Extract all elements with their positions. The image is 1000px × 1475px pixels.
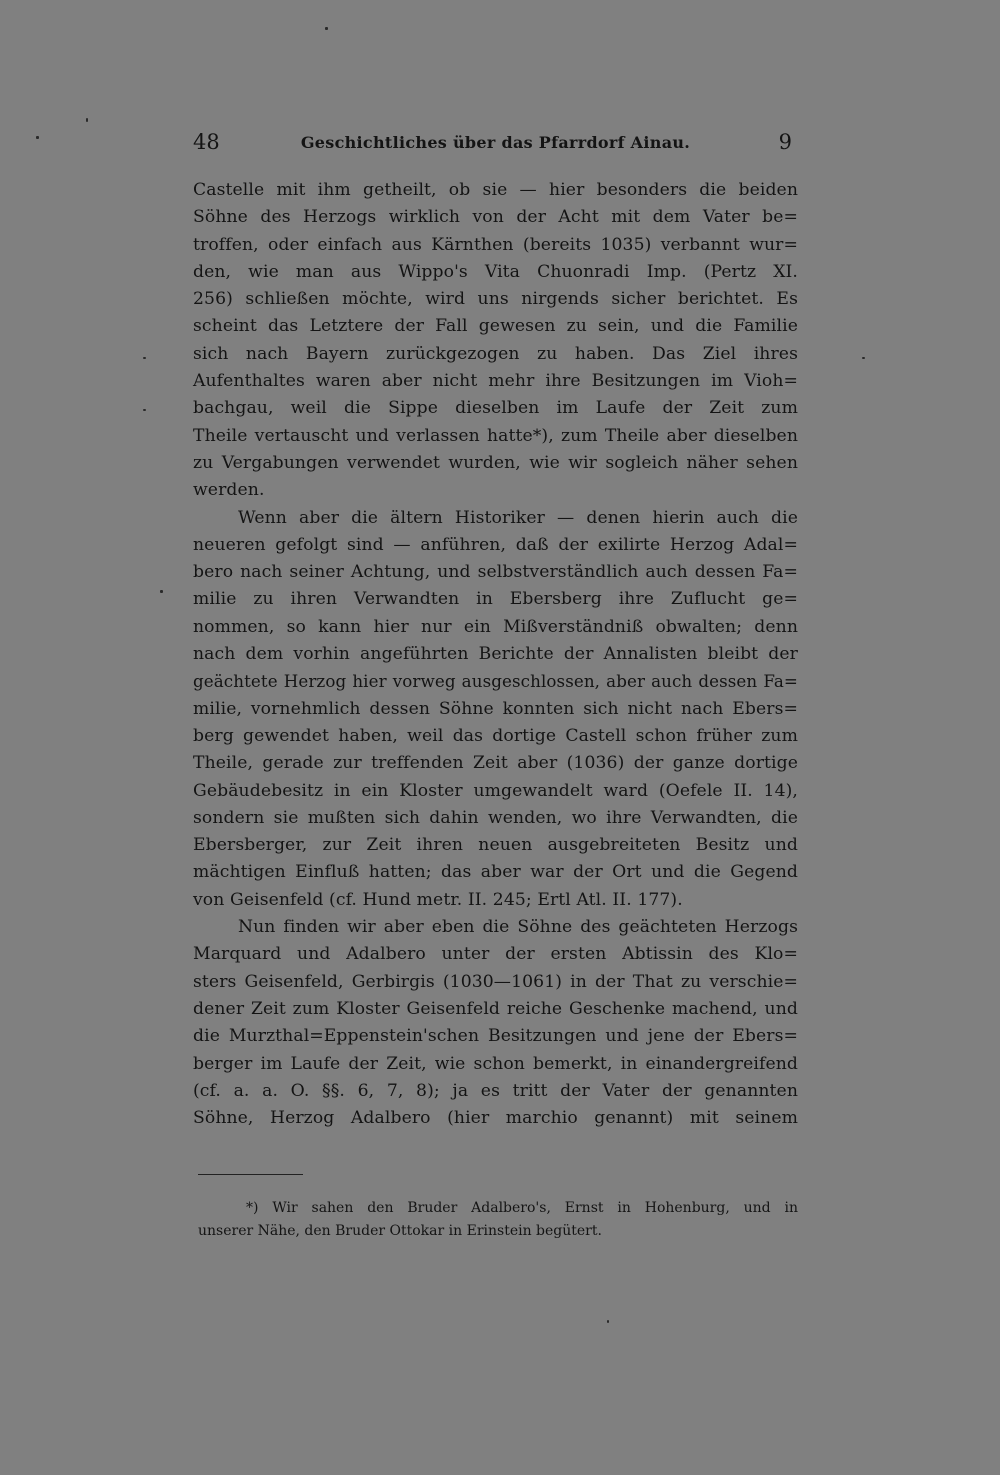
scan-speck [143,357,146,359]
text-line: nach dem vorhin angeführten Berichte der Annalisten bleibt der [193,644,798,665]
text-line: bero nach seiner Achtung, und selbstverständlich auch dessen Fa= [193,562,798,583]
text-line: bachgau, weil die Sippe dieselben im Laufe der Zeit zum [193,398,798,419]
text-line: zu Vergabungen verwendet wurden, wie wir sogleich näher sehen [193,452,798,473]
text-line: nommen, so kann hier nur ein Mißverständniß obwalten; denn [193,616,798,637]
footnote-line: *) Wir sahen den Bruder Adalbero's, Ernst in Hohenburg, und in [246,1200,798,1216]
signature-mark: 9 [778,130,792,154]
text-line: milie, vornehmlich dessen Söhne konnten sich nicht nach Ebers= [193,698,798,719]
text-line: Wenn aber die ältern Historiker — denen hierin auch die [238,507,798,528]
text-line: milie zu ihren Verwandten in Ebersberg ihre Zuflucht ge= [193,589,798,610]
text-line: Nun finden wir aber eben die Söhne des geächteten Herzogs [238,917,798,938]
text-line: sich nach Bayern zurückgezogen zu haben. Das Ziel ihres [193,343,798,364]
text-line: werden. [193,480,265,501]
scan-speck [862,357,865,359]
text-line: Marquard und Adalbero unter der ersten Abtissin des Klo= [193,944,798,965]
text-line: Söhne, Herzog Adalbero (hier marchio genannt) mit seinem [193,1108,798,1129]
footnote [198,1197,798,1243]
text-line: die Murzthal=Eppenstein'schen Besitzungen und jene der Ebers= [193,1026,798,1047]
text-line: Theile, gerade zur treffenden Zeit aber (1036) der ganze dortige [193,753,798,774]
text-line: Castelle mit ihm getheilt, ob sie — hier besonders die beiden [193,180,798,200]
scan-speck [86,118,88,122]
text-line: Ebersberger, zur Zeit ihren neuen ausgebreiteten Besitz und [193,835,798,856]
text-line: troffen, oder einfach aus Kärnthen (bereits 1035) verbannt wur= [193,234,798,255]
text-line: sters Geisenfeld, Gerbirgis (1030—1061) in der That zu verschie= [193,971,798,992]
scan-speck [325,27,328,30]
text-line: berg gewendet haben, weil das dortige Castell schon früher zum [193,725,798,746]
text-line: geächtete Herzog hier vorweg ausgeschlossen, aber auch dessen Fa= [193,671,798,692]
page-number: 48 [193,130,220,154]
text-line: Söhne des Herzogs wirklich von der Acht mit dem Vater be= [193,207,798,228]
text-line: von Geisenfeld (cf. Hund metr. II. 245; Ertl Atl. II. 177). [193,889,683,910]
text-line: 256) schließen möchte, wird uns nirgends sicher berichtet. Es [193,289,798,310]
scan-speck [607,1320,609,1323]
text-line: dener Zeit zum Kloster Geisenfeld reiche Geschenke machend, und [193,998,798,1019]
text-line: (cf. a. a. O. §§. 6, 7, 8); ja es tritt der Vater der genannten [193,1080,798,1101]
text-line: mächtigen Einfluß hatten; das aber war der Ort und die Gegend [193,862,798,883]
text-line: Theile vertauscht und verlassen hatte*), zum Theile aber dieselben [193,425,798,446]
text-line: scheint das Letztere der Fall gewesen zu sein, und die Familie [193,316,798,337]
scan-speck [160,590,163,593]
scan-speck [143,409,146,411]
scan-speck [36,136,39,139]
text-line: Gebäudebesitz in ein Kloster umgewandelt ward (Oefele II. 14), [193,780,798,801]
footnote-line: unserer Nähe, den Bruder Ottokar in Erinstein begütert. [198,1223,602,1239]
footnote-rule [198,1174,303,1175]
body-text [193,177,798,1132]
text-line: den, wie man aus Wippo's Vita Chuonradi Imp. (Pertz XI. [193,261,798,282]
page-header [193,130,798,160]
text-line: neueren gefolgt sind — anführen, daß der exilirte Herzog Adal= [193,534,798,555]
text-line: sondern sie mußten sich dahin wenden, wo ihre Verwandten, die [193,807,798,828]
text-line: Aufenthaltes waren aber nicht mehr ihre Besitzungen im Vioh= [193,371,798,392]
text-line: berger im Laufe der Zeit, wie schon bemerkt, in einandergreifend [193,1053,798,1074]
running-title: Geschichtliches über das Pfarrdorf Ainau. [300,133,691,152]
